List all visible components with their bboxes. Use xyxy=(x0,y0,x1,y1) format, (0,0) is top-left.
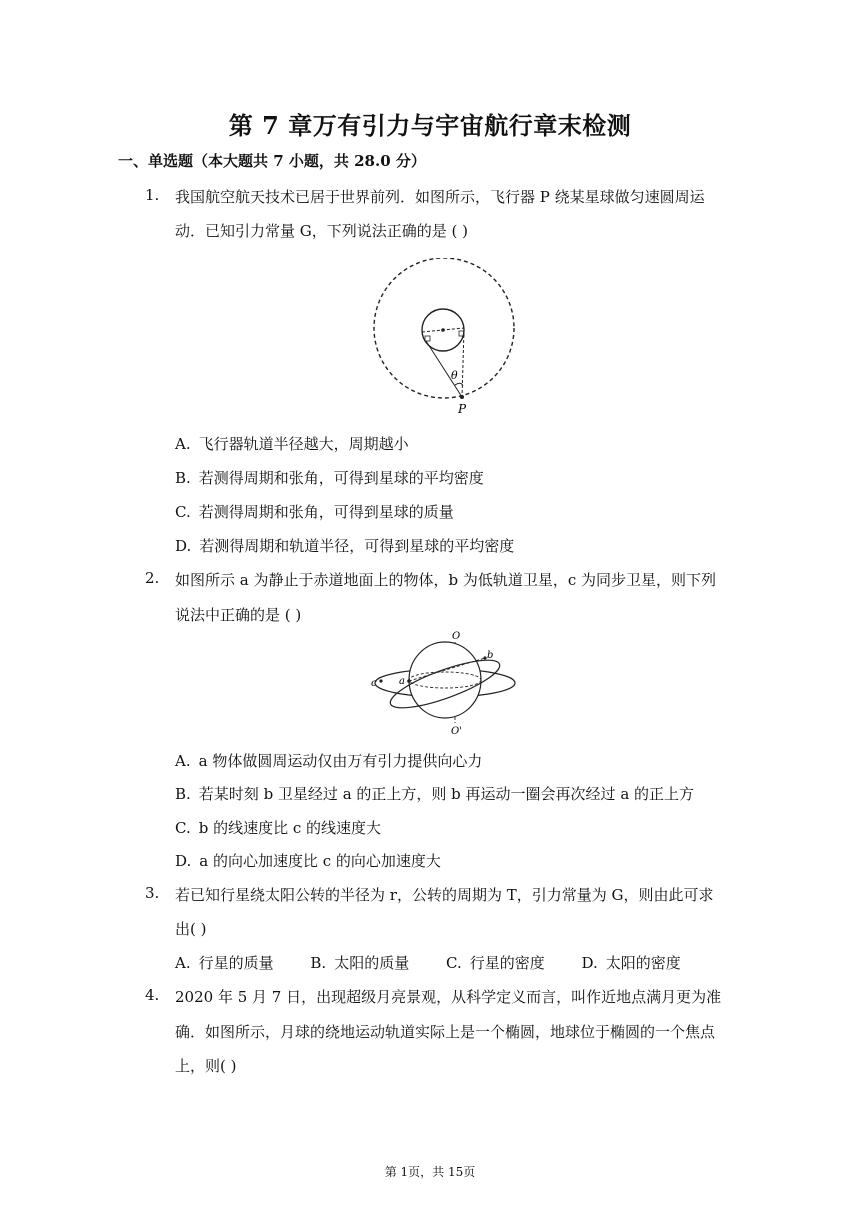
option-c xyxy=(175,501,454,522)
o-top-label: O xyxy=(452,631,461,642)
section-heading: 一、单选题（本大题共 7 小题，共 28.0 分） xyxy=(118,152,426,170)
option-text: 若测得周期和张角，可得到星球的平均密度 xyxy=(198,469,484,487)
question-number: 1. xyxy=(145,186,160,204)
option-text: 行星的密度 xyxy=(469,954,545,972)
option-label: C. xyxy=(175,503,191,521)
option-text: 太阳的密度 xyxy=(605,954,681,972)
option-label: A. xyxy=(175,435,191,453)
question-text: 我国航空航天技术已居于世界前列．如图所示，飞行器 P 绕某星球做匀速圆周运 xyxy=(175,188,705,206)
option-label: B. xyxy=(175,469,191,487)
option-label: A. xyxy=(175,752,191,770)
c-label: c xyxy=(371,678,377,689)
theta-label: θ xyxy=(451,369,458,382)
question-text: 2020 年 5 月 7 日，出现超级月亮景观，从科学定义而言，叫作近地点满月更为准 xyxy=(175,988,722,1006)
page-title: 第 7 章万有引力与宇宙航行章末检测 xyxy=(228,111,632,140)
option-a xyxy=(175,750,482,771)
option-text: 若测得周期和张角，可得到星球的质量 xyxy=(198,503,454,521)
option-b xyxy=(175,783,694,804)
options-row xyxy=(175,952,713,973)
option-text: 行星的质量 xyxy=(198,954,274,972)
option-text: 若某时刻 b 卫星经过 a 的正上方，则 b 再运动一圈会再次经过 a 的正上方 xyxy=(198,785,695,803)
option-text: 若测得周期和轨道半径，可得到星球的平均密度 xyxy=(199,537,515,555)
question-text: 上，则( ) xyxy=(175,1057,237,1075)
question-text: 说法中正确的是 ( ) xyxy=(175,606,302,624)
question-text: 确．如图所示，月球的绕地运动轨道实际上是一个椭圆，地球位于椭圆的一个焦点 xyxy=(175,1023,716,1041)
option-d xyxy=(175,850,441,871)
option-label: D. xyxy=(175,852,192,870)
orbit-circle xyxy=(374,258,514,398)
earth-orbits-figure xyxy=(365,628,525,740)
option-label: B. xyxy=(175,785,191,803)
option-label: C. xyxy=(175,819,191,837)
option-c xyxy=(175,817,381,838)
question-text: 动．已知引力常量 G，下列说法正确的是 ( ) xyxy=(175,222,468,240)
option-d xyxy=(175,535,514,556)
option-label: D. xyxy=(175,537,192,555)
option-text: 飞行器轨道半径越大，周期越小 xyxy=(198,435,409,453)
question-number: 2. xyxy=(145,569,160,587)
question-text: 若已知行星绕太阳公转的半径为 r，公转的周期为 T，引力常量为 G，则由此可求 xyxy=(175,886,714,904)
option-b xyxy=(175,467,484,488)
option-a xyxy=(175,952,274,973)
a-label: a xyxy=(399,676,405,687)
question-number: 3. xyxy=(145,884,160,902)
p-label: P xyxy=(458,402,467,416)
option-b xyxy=(310,952,409,973)
orbit-figure xyxy=(370,258,520,418)
option-d xyxy=(582,952,681,973)
option-text: 太阳的质量 xyxy=(334,954,410,972)
option-label: D. xyxy=(581,954,598,972)
o-bottom-label: O' xyxy=(451,726,462,737)
option-text: a 物体做圆周运动仅由万有引力提供向心力 xyxy=(198,752,483,770)
option-label: C. xyxy=(446,954,462,972)
question-number: 4. xyxy=(145,986,160,1004)
option-label: B. xyxy=(310,954,327,972)
page-footer: 第 1页，共 15页 xyxy=(384,1165,476,1179)
b-label: b xyxy=(487,650,494,661)
question-text: 出( ) xyxy=(175,920,207,938)
option-text: b 的线速度比 c 的线速度大 xyxy=(198,819,382,837)
option-text: a 的向心加速度比 c 的向心加速度大 xyxy=(199,852,441,870)
option-c xyxy=(446,952,545,973)
option-a xyxy=(175,433,409,454)
option-label: A. xyxy=(175,954,191,972)
question-text: 如图所示 a 为静止于赤道地面上的物体，b 为低轨道卫星，c 为同步卫星，则下列 xyxy=(175,571,717,589)
